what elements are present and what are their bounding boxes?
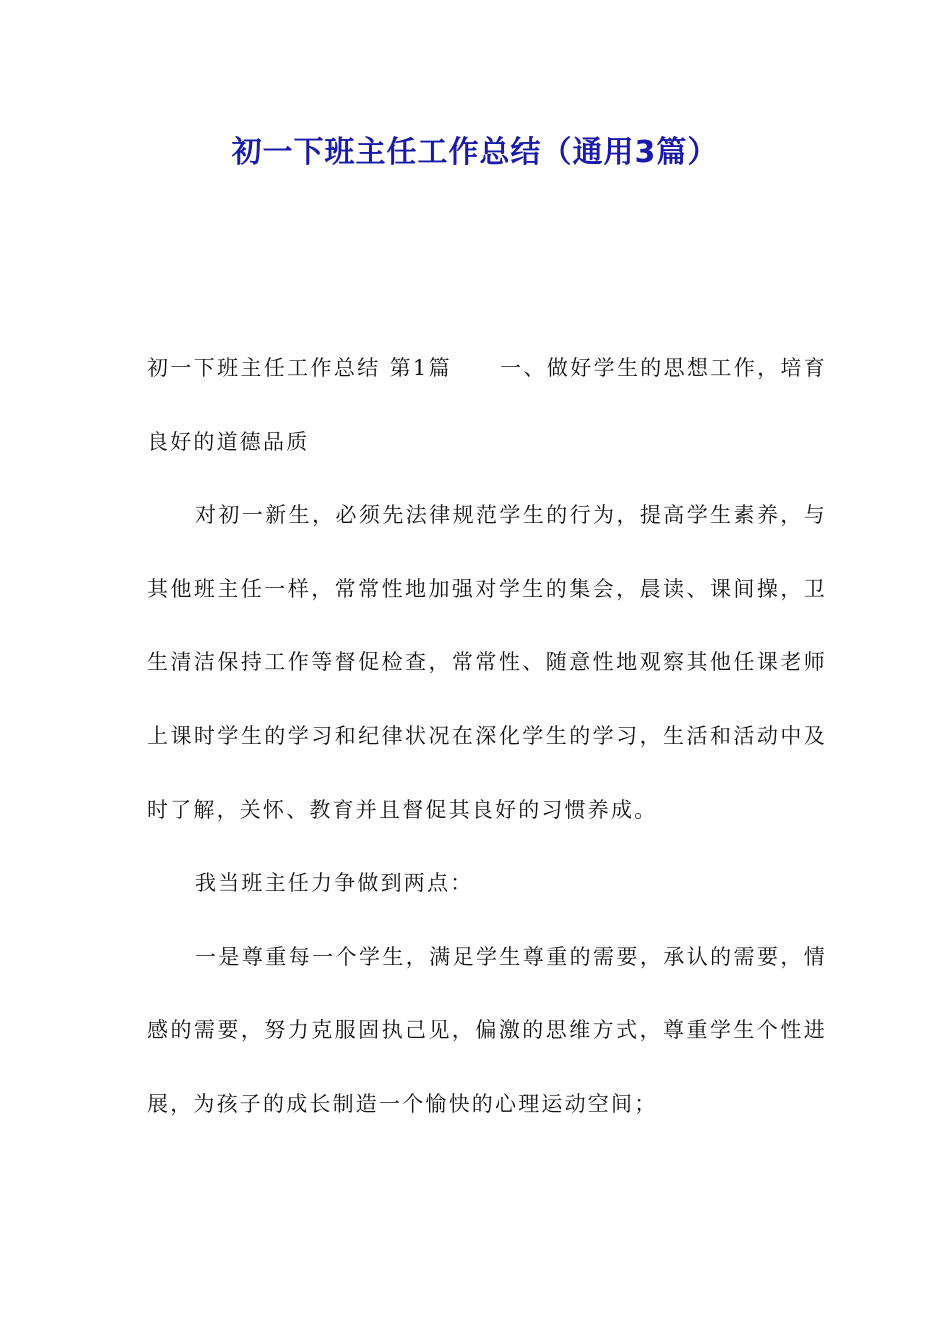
section-subheading: 一、做好学生的思想工作，培育良好的道德品质 [147,356,827,454]
body-paragraph: 一是尊重每一个学生，满足学生尊重的需要，承认的需要，情感的需要，努力克服固执己见，偏激的思维方式，尊重学生个性进展，为孩子的成长制造一个愉快的心理运动空间； [147,944,827,1116]
body-paragraph: 我当班主任力争做到两点： [195,871,474,896]
section-heading: 初一下班主任工作总结 第1篇 [147,356,453,380]
document-body [147,332,827,1142]
section-heading-paragraph [147,332,827,479]
body-paragraph: 对初一新生，必须先法律规范学生的行为，提高学生素养，与其他班主任一样，常常性地加强对学生的集会，晨读、课间操，卫生清洁保持工作等督促检查，常常性、随意性地观察其他任课老师上课时学生的学习和纪律状况在深化学生的学习，生活和活动中及时了解，关怀、教育并且督促其良好的习惯养成。 [147,503,827,822]
document-title: 初一下班主任工作总结（通用3篇） [231,135,719,170]
